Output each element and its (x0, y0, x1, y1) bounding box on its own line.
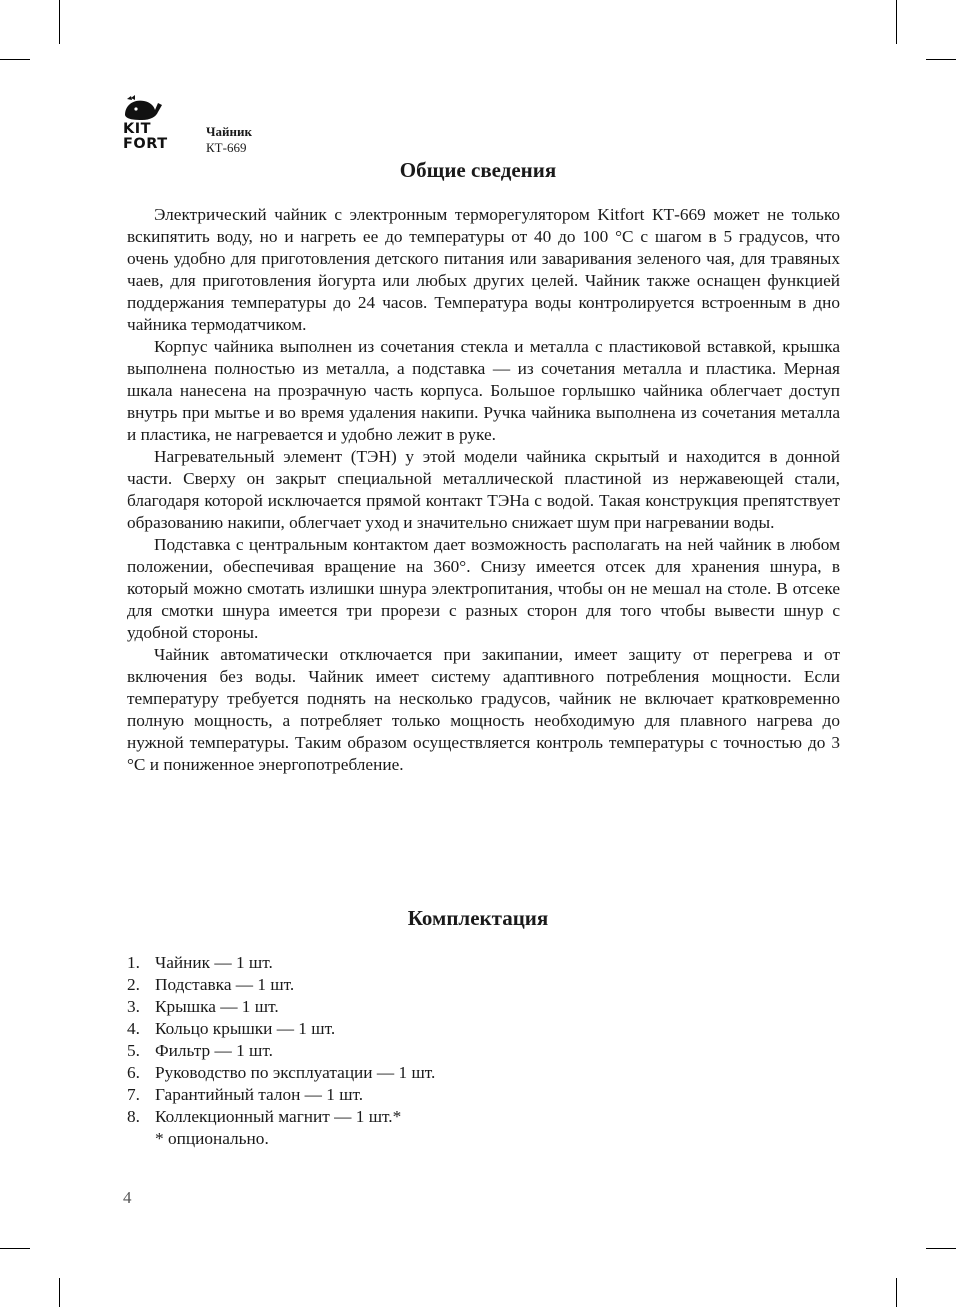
product-name: Чайник (206, 124, 253, 139)
crop-mark (0, 59, 30, 60)
crop-mark (896, 0, 897, 44)
crop-mark (59, 1278, 60, 1307)
item-number: 4. (127, 1019, 140, 1038)
item-text: Крышка — 1 шт. (155, 997, 279, 1016)
product-model: КТ-669 (206, 140, 247, 155)
list-item (127, 1062, 435, 1084)
item-text: Гарантийный талон — 1 шт. (155, 1085, 364, 1104)
item-text: Кольцо крышки — 1 шт. (155, 1019, 336, 1038)
crop-mark (926, 1248, 956, 1249)
list-item (127, 974, 435, 996)
item-text: Коллекционный магнит — 1 шт.* (155, 1107, 402, 1126)
logo-text-fort: FORT (123, 136, 168, 152)
item-number: 2. (127, 975, 140, 994)
list-item (127, 1084, 435, 1106)
paragraph: Нагревательный элемент (ТЭН) у этой модели чайника скрытый и находится в донной части. Сверху он закрыт специальной металлической пластиной из нержавеющей стали, благодаря которой исключается прямой контакт ТЭНа с водой. Такая конструкция препятствует образованию накипи, облегчает уход и значительно снижает шум при нагревании воды. (127, 447, 840, 532)
list-item (127, 1106, 435, 1128)
item-number: 1. (127, 953, 140, 972)
list-item (127, 952, 435, 974)
item-number: 7. (127, 1085, 140, 1104)
crop-mark (926, 59, 956, 60)
kit-list (127, 952, 435, 1128)
paragraph: Чайник автоматически отключается при закипании, имеет защиту от перегрева и от включения без воды. Чайник имеет систему адаптивного потребления мощности. Если температуру требуется поднять на несколько градусов, чайник не включает кратковременно полную мощность, а потребляет только мощность необходимую для плавного нагрева до нужной температуры. Таким образом осуществляется контроль температуры с точностью до 3 °С и пониженное энергопотребление. (127, 645, 840, 774)
optional-note: * опционально. (155, 1129, 269, 1148)
item-text: Подставка — 1 шт. (155, 975, 295, 994)
item-text: Руководство по эксплуатации — 1 шт. (155, 1063, 436, 1082)
paragraph: Электрический чайник с электронным терморегулятором Kitfort КТ-669 может не только вскипятить воду, но и нагреть ее до температуры от 40 до 100 °С с шагом в 5 градусов, что очень удобно для приготовления детского питания или заваривания зеленого чая, для травяных чаев, для приготовления йогурта или любых других целей. Чайник также оснащен функцией поддержания температуры до 24 часов. Температура воды контролируется встроенным в дно чайника термодатчиком. (127, 205, 840, 334)
item-number: 8. (127, 1107, 140, 1126)
item-text: Чайник — 1 шт. (155, 953, 273, 972)
paragraph: Корпус чайника выполнен из сочетания стекла и металла с пластиковой вставкой, крышка выполнена полностью из металла, а подставка — из сочетания металла и пластика. Мерная шкала нанесена на прозрачную часть корпуса. Большое горлышко чайника облегчает доступ внутрь при мытье и во время удаления накипи. Ручка чайника выполнена из сочетания металла и пластика, не нагревается и удобно лежит в руке. (127, 337, 840, 444)
product-info (206, 124, 252, 156)
kitfort-logo (123, 95, 173, 151)
item-number: 6. (127, 1063, 140, 1082)
item-text: Фильтр — 1 шт. (155, 1041, 273, 1060)
section-title-kit: Комплектация (407, 906, 549, 930)
section-title-general: Общие сведения (399, 158, 557, 182)
list-item (127, 1018, 435, 1040)
logo-text-kit: KIT (123, 121, 152, 137)
whale-icon (123, 95, 163, 121)
list-item (127, 996, 435, 1018)
list-item (127, 1040, 435, 1062)
item-number: 3. (127, 997, 140, 1016)
crop-mark (896, 1278, 897, 1307)
general-info-text (127, 204, 840, 776)
page-number: 4 (123, 1188, 132, 1207)
item-number: 5. (127, 1041, 140, 1060)
paragraph: Подставка с центральным контактом дает возможность располагать на ней чайник в любом положении, обеспечивая вращение на 360°. Снизу имеется отсек для хранения шнура, в который можно смотать излишки шнура электропитания, чтобы он не мешал на столе. В отсеке для смотки шнура имеется три прорези с разных сторон для того чтобы вывести шнур с удобной стороны. (127, 535, 840, 642)
crop-mark (0, 1248, 30, 1249)
crop-mark (59, 0, 60, 44)
